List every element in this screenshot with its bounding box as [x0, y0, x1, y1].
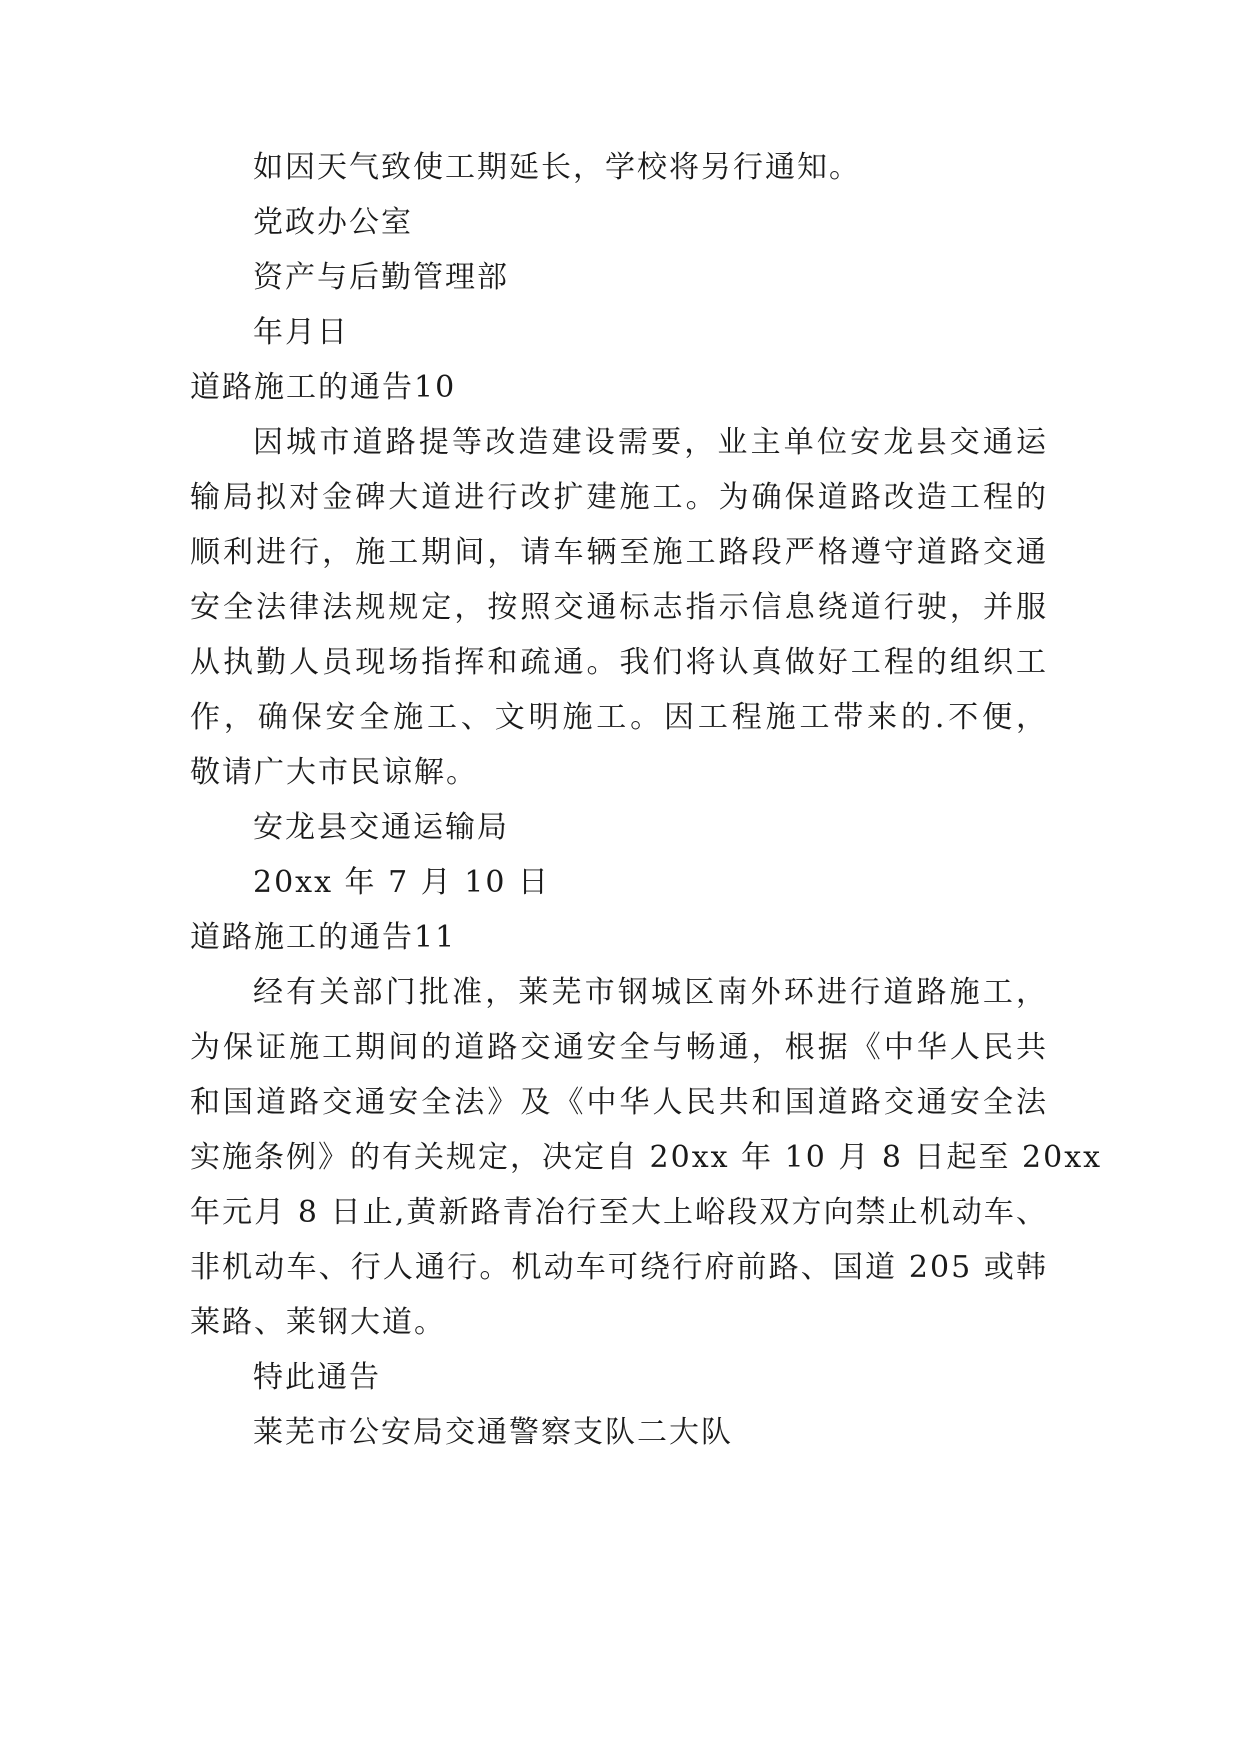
paragraph-line: 非机动车、行人通行。机动车可绕行府前路、国道 205 或韩 — [190, 1250, 1048, 1285]
signature-department: 资产与后勤管理部 — [253, 260, 509, 295]
signature-organization: 莱芜市公安局交通警察支队二大队 — [253, 1415, 733, 1450]
signature-date: 20xx 年 7 月 10 日 — [253, 865, 550, 900]
paragraph-line: 年元月 8 日止,黄新路青冶行至大上峪段双方向禁止机动车、 — [190, 1195, 1048, 1230]
paragraph-line: 敬请广大市民谅解。 — [190, 755, 478, 790]
paragraph-line: 作，确保安全施工、文明施工。因工程施工带来的.不便， — [190, 700, 1048, 735]
paragraph-line: 从执勤人员现场指挥和疏通。我们将认真做好工程的组织工 — [190, 645, 1048, 680]
paragraph-line: 因城市道路提等改造建设需要，业主单位安龙县交通运 — [253, 425, 1048, 460]
closing-note: 特此通告 — [253, 1360, 381, 1395]
paragraph-line: 如因天气致使工期延长，学校将另行通知。 — [253, 150, 861, 185]
section-heading: 道路施工的通告10 — [190, 370, 457, 405]
paragraph-line: 输局拟对金碑大道进行改扩建施工。为确保道路改造工程的 — [190, 480, 1048, 515]
paragraph-line: 经有关部门批准，莱芜市钢城区南外环进行道路施工， — [253, 975, 1048, 1010]
paragraph-line: 顺利进行，施工期间，请车辆至施工路段严格遵守道路交通 — [190, 535, 1048, 570]
paragraph-line: 实施条例》的有关规定，决定自 20xx 年 10 月 8 日起至 20xx — [190, 1140, 1103, 1175]
paragraph-line: 安全法律法规规定，按照交通标志指示信息绕道行驶，并服 — [190, 590, 1048, 625]
paragraph-line: 为保证施工期间的道路交通安全与畅通，根据《中华人民共 — [190, 1030, 1048, 1065]
paragraph-line: 莱路、莱钢大道。 — [190, 1305, 446, 1340]
section-heading: 道路施工的通告11 — [190, 920, 457, 955]
signature-organization: 安龙县交通运输局 — [253, 810, 509, 845]
signature-date: 年月日 — [253, 315, 349, 350]
signature-department: 党政办公室 — [253, 205, 413, 240]
paragraph-line: 和国道路交通安全法》及《中华人民共和国道路交通安全法 — [190, 1085, 1048, 1120]
